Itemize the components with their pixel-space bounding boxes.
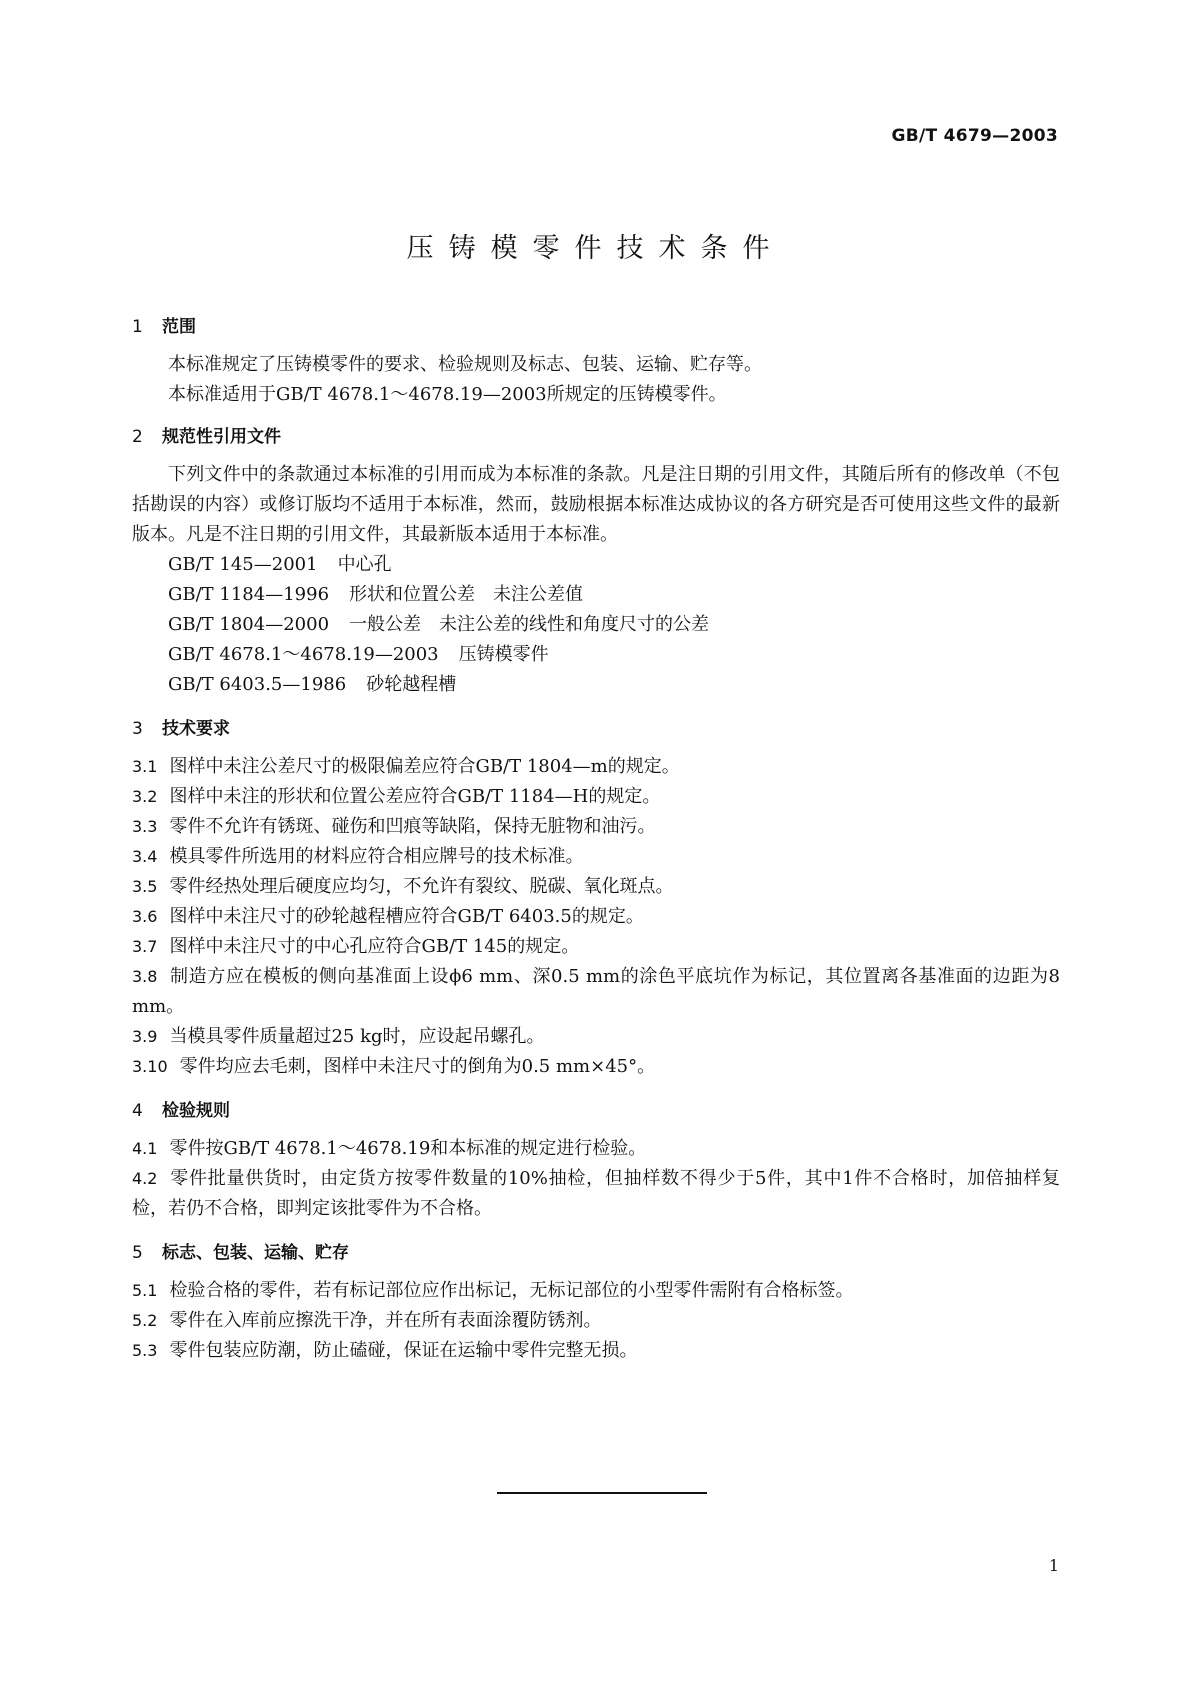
clause-text: 零件经热处理后硬度应均匀，不允许有裂纹、脱碳、氧化斑点。 — [169, 876, 674, 897]
clause-text: 零件批量供货时，由定货方按零件数量的10%抽检，但抽样数不得少于5件，其中1件不合格时，加倍抽样复检，若仍不合格，即判定该批零件为不合格。 — [132, 1168, 1060, 1219]
paragraph: 下列文件中的条款通过本标准的引用而成为本标准的条款。凡是注日期的引用文件，其随后所有的修改单（不包括勘误的内容）或修订版均不适用于本标准，然而，鼓励根据本标准达成协议的各方研究是否可使用这些文件的最新版本。凡是不注日期的引用文件，其最新版本适用于本标准。 — [132, 464, 1060, 545]
reference-code: GB/T 145—2001 — [168, 554, 318, 575]
clause-item — [132, 1164, 1060, 1224]
reference-item — [132, 610, 1060, 640]
clause-text: 零件均应去毛刺，图样中未注尺寸的倒角为0.5 mm×45°。 — [179, 1056, 656, 1077]
clause-number: 3.2 — [132, 787, 158, 806]
clause-item — [132, 1306, 1060, 1336]
section-number: 3 — [132, 719, 143, 739]
clause-text: 零件按GB/T 4678.1～4678.19和本标准的规定进行检验。 — [169, 1138, 647, 1159]
clause-number: 3.5 — [132, 877, 158, 896]
section-number: 5 — [132, 1243, 143, 1263]
document-body — [132, 312, 1060, 1380]
clause-text: 图样中未注尺寸的砂轮越程槽应符合GB/T 6403.5的规定。 — [169, 906, 644, 927]
section-technical-requirements — [132, 714, 1060, 1082]
clause-item — [132, 812, 1060, 842]
clause-number: 3.4 — [132, 847, 158, 866]
clause-number: 3.6 — [132, 907, 158, 926]
clause-text: 制造方应在模板的侧向基准面上设ϕ6 mm、深0.5 mm的涂色平底坑作为标记，其位置离各基准面的边距为8 mm。 — [132, 966, 1060, 1017]
reference-code: GB/T 1184—1996 — [168, 584, 330, 605]
clause-number: 5.3 — [132, 1341, 158, 1360]
clause-item — [132, 1336, 1060, 1366]
clause-item — [132, 1276, 1060, 1306]
reference-item — [132, 640, 1060, 670]
clause-number: 5.2 — [132, 1311, 158, 1330]
section-heading — [132, 1096, 1060, 1126]
reference-item — [132, 550, 1060, 580]
paragraph: 本标准适用于GB/T 4678.1～4678.19—2003所规定的压铸模零件。 — [168, 384, 727, 405]
section-heading — [132, 714, 1060, 744]
section-title: 规范性引用文件 — [162, 427, 281, 447]
clause-text: 零件不允许有锈斑、碰伤和凹痕等缺陷，保持无脏物和油污。 — [169, 816, 656, 837]
clause-item — [132, 842, 1060, 872]
clause-text: 零件包装应防潮，防止磕碰，保证在运输中零件完整无损。 — [169, 1340, 638, 1361]
clause-text: 图样中未注公差尺寸的极限偏差应符合GB/T 1804—m的规定。 — [169, 756, 680, 777]
section-number: 4 — [132, 1101, 143, 1121]
clause-item — [132, 782, 1060, 812]
clause-item — [132, 872, 1060, 902]
clause-number: 4.2 — [132, 1169, 158, 1188]
reference-title: 形状和位置公差 未注公差值 — [349, 584, 584, 605]
section-marking-packaging — [132, 1238, 1060, 1366]
section-title: 检验规则 — [162, 1101, 230, 1121]
clause-number: 3.8 — [132, 967, 158, 986]
clause-item — [132, 1134, 1060, 1164]
clause-item — [132, 962, 1060, 1022]
clause-item — [132, 752, 1060, 782]
reference-title: 压铸模零件 — [458, 644, 549, 665]
section-inspection-rules — [132, 1096, 1060, 1224]
clause-text: 图样中未注尺寸的中心孔应符合GB/T 145的规定。 — [169, 936, 580, 957]
reference-title: 一般公差 未注公差的线性和角度尺寸的公差 — [349, 614, 710, 635]
paragraph: 本标准规定了压铸模零件的要求、检验规则及标志、包装、运输、贮存等。 — [168, 354, 762, 375]
clause-item — [132, 932, 1060, 962]
clause-number: 3.10 — [132, 1057, 168, 1076]
end-of-document-rule — [497, 1492, 707, 1494]
section-heading — [132, 1238, 1060, 1268]
page-title: 压铸模零件技术条件 — [406, 233, 785, 264]
clause-number: 3.1 — [132, 757, 158, 776]
section-title: 范围 — [162, 317, 196, 337]
section-title: 标志、包装、运输、贮存 — [162, 1243, 349, 1263]
clause-item — [132, 902, 1060, 932]
clause-number: 4.1 — [132, 1139, 158, 1158]
section-heading — [132, 422, 1060, 452]
clause-text: 模具零件所选用的材料应符合相应牌号的技术标准。 — [169, 846, 584, 867]
clause-item — [132, 1022, 1060, 1052]
reference-title: 砂轮越程槽 — [366, 674, 457, 695]
reference-title: 中心孔 — [337, 554, 392, 575]
section-normative-references — [132, 422, 1060, 700]
clause-text: 零件在入库前应擦洗干净，并在所有表面涂覆防锈剂。 — [169, 1310, 602, 1331]
reference-code: GB/T 6403.5—1986 — [168, 674, 347, 695]
reference-code: GB/T 1804—2000 — [168, 614, 330, 635]
clause-number: 3.3 — [132, 817, 158, 836]
section-scope — [132, 312, 1060, 410]
clause-text: 当模具零件质量超过25 kg时，应设起吊螺孔。 — [169, 1026, 545, 1047]
section-title: 技术要求 — [162, 719, 230, 739]
section-heading — [132, 312, 1060, 342]
reference-code: GB/T 4678.1～4678.19—2003 — [168, 644, 439, 665]
clause-number: 5.1 — [132, 1281, 158, 1300]
section-number: 1 — [132, 317, 143, 337]
clause-number: 3.9 — [132, 1027, 158, 1046]
reference-item — [132, 670, 1060, 700]
clause-number: 3.7 — [132, 937, 158, 956]
reference-item — [132, 580, 1060, 610]
clause-text: 检验合格的零件，若有标记部位应作出标记，无标记部位的小型零件需附有合格标签。 — [169, 1280, 854, 1301]
clause-item — [132, 1052, 1060, 1082]
clause-text: 图样中未注的形状和位置公差应符合GB/T 1184—H的规定。 — [169, 786, 661, 807]
section-number: 2 — [132, 427, 143, 447]
page-number: 1 — [1048, 1556, 1059, 1575]
standard-number: GB/T 4679—2003 — [891, 126, 1058, 146]
